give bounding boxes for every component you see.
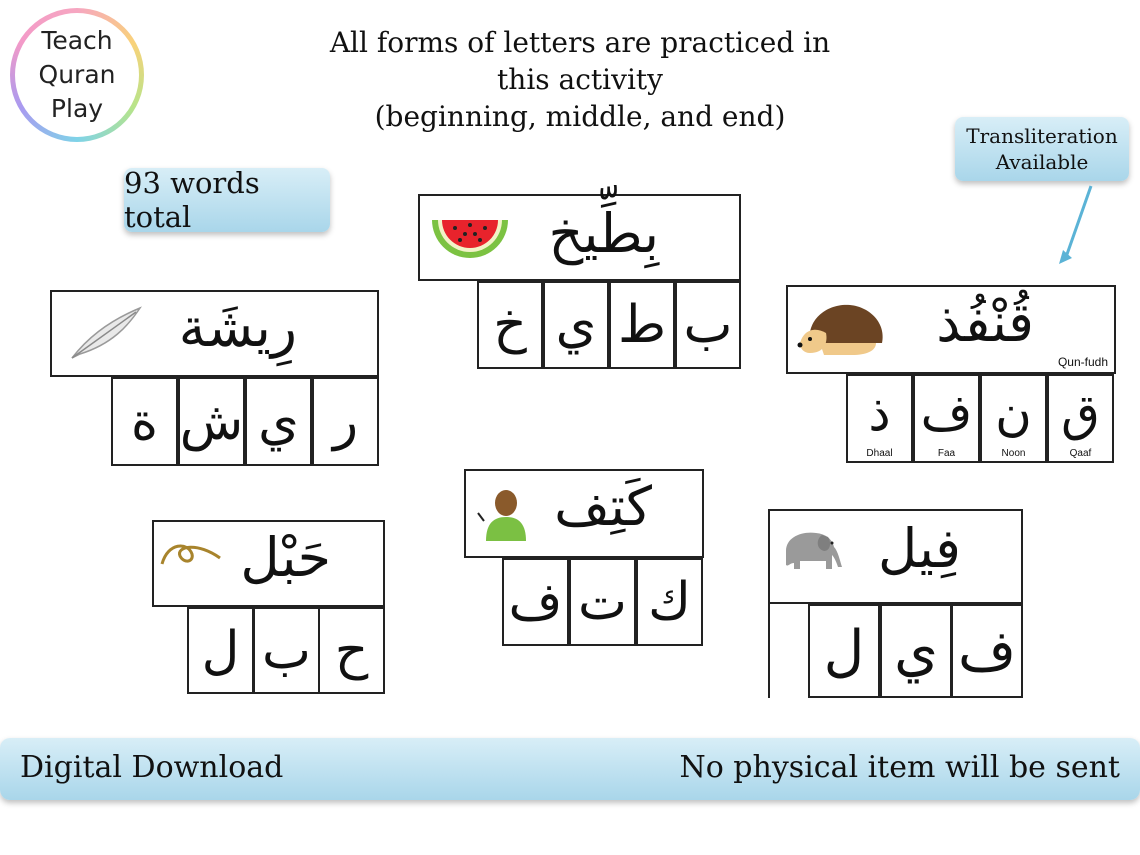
letter-tile: ب (253, 607, 320, 694)
headline-line-1: All forms of letters are practiced in (329, 26, 831, 59)
word-reesha: رِيشَة (178, 296, 297, 359)
letter-char: ف (920, 383, 973, 442)
digital-download-label: Digital Download (20, 750, 284, 785)
letter-tile: ي (245, 377, 312, 466)
word-card-habl (152, 520, 385, 607)
letter-tile: ف (502, 558, 569, 646)
transliteration-qunfudh: Qun-fudh (1057, 355, 1108, 369)
letter-name: Dhaal (866, 448, 893, 459)
headline-line-3: (beginning, middle, and end) (374, 100, 786, 133)
letter-name: Faa (937, 448, 956, 459)
letter-tile: ي (543, 281, 609, 369)
letter-tile: ك (636, 558, 703, 646)
word-card-reesha (50, 290, 379, 377)
transliteration-badge (955, 117, 1129, 181)
letter-tile: ط (609, 281, 675, 369)
word-habl: حَبْل (240, 526, 331, 589)
letter-char: ذ (868, 383, 891, 442)
rope-icon (158, 536, 224, 576)
no-physical-item-label: No physical item will be sent (679, 750, 1120, 785)
word-card-battikh (418, 194, 741, 281)
letter-tile: ف (951, 604, 1023, 698)
word-qunfudh: قُنْفُذ (936, 291, 1034, 354)
word-katif: كَتِف (554, 475, 652, 538)
word-card-katif (464, 469, 704, 558)
letter-tile: ة (111, 377, 178, 466)
logo-text (15, 13, 139, 137)
letter-tile (846, 374, 913, 463)
logo-line-1: Teach (41, 26, 113, 55)
letter-tile (913, 374, 980, 463)
word-card-feel (768, 509, 1023, 604)
words-total-badge: 93 words total (124, 168, 330, 232)
logo-line-2: Quran (38, 60, 116, 89)
headline (320, 24, 840, 135)
word-battikh: بِطِّيخ (548, 202, 659, 265)
letter-tile: ل (187, 607, 254, 694)
card-divider (768, 604, 770, 698)
letter-tile: ل (808, 604, 880, 698)
hedgehog-icon (796, 297, 888, 359)
letter-char: ق (1061, 383, 1100, 442)
letter-tile (1047, 374, 1114, 463)
feather-icon (66, 304, 144, 362)
letter-tile (980, 374, 1047, 463)
transliteration-line-1: Transliteration (966, 124, 1118, 148)
letter-char: ن (995, 383, 1032, 442)
letter-tile: ر (312, 377, 379, 466)
shoulder-person-icon (476, 487, 528, 543)
letter-tile: خ (477, 281, 543, 369)
letter-tile: ت (569, 558, 636, 646)
letter-name: Qaaf (1069, 448, 1092, 459)
arrow-icon (1055, 182, 1100, 272)
headline-line-2: this activity (497, 63, 663, 96)
logo-line-3: Play (50, 94, 104, 123)
word-feel: فِيل (877, 517, 961, 580)
letter-tile: ش (178, 377, 245, 466)
letter-tile: ح (318, 607, 385, 694)
logo (10, 8, 144, 142)
letter-tile: ب (675, 281, 741, 369)
elephant-icon (776, 521, 846, 577)
watermelon-icon (430, 216, 510, 260)
letter-name: Noon (1001, 448, 1026, 459)
letter-tile: ي (880, 604, 952, 698)
word-card-qunfudh (786, 285, 1116, 374)
transliteration-line-2: Available (995, 150, 1089, 174)
